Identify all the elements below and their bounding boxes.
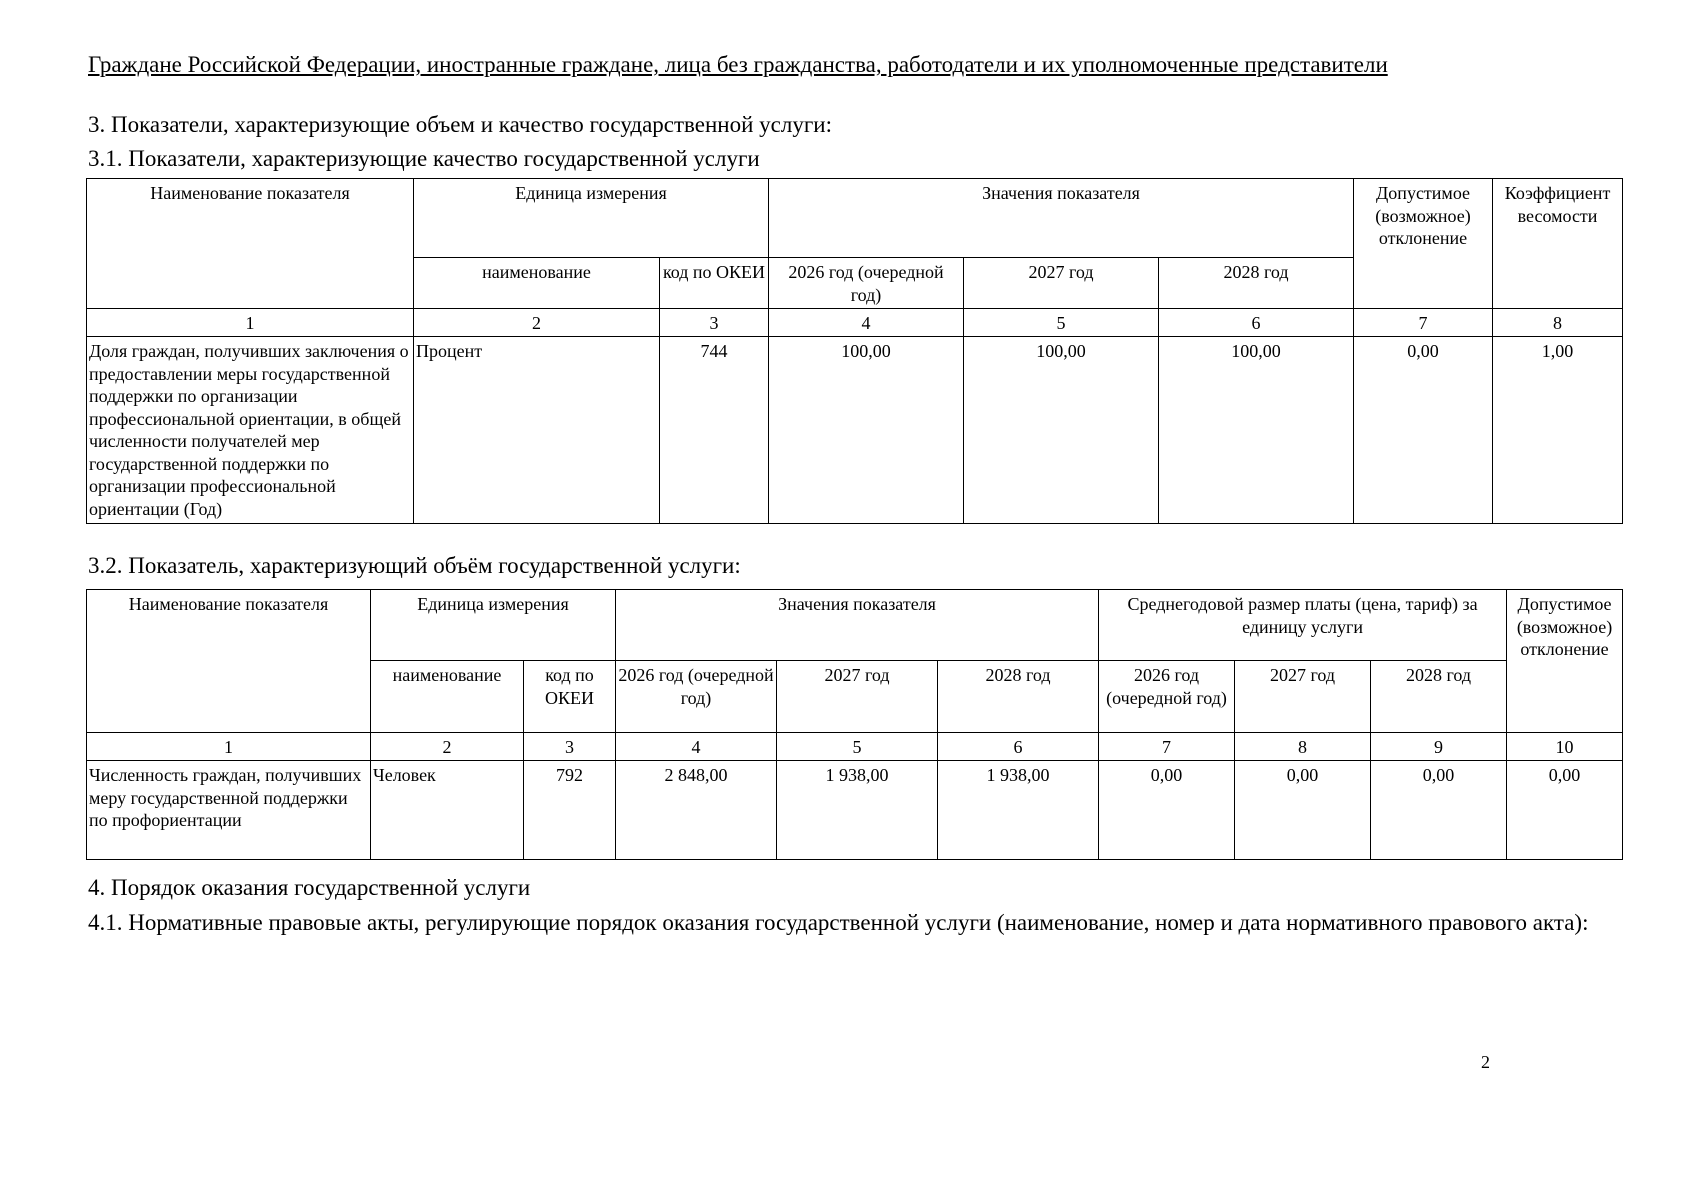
t1-row-indicator-name: Доля граждан, получивших заключения о предоставлении меры государственной поддержки по организации профессиональной ориентации, в общей численности получателей мер государственной поддержки по организации профессиональной ориентации (Год) xyxy=(87,337,414,524)
t1-col-number: 1 xyxy=(87,309,414,337)
section-3-title: 3. Показатели, характеризующие объем и качество государственной услуги: xyxy=(88,112,832,137)
t1-header-year-2027: 2027 год xyxy=(964,258,1159,309)
t2-header-deviation: Допустимое (возможное) отклонение xyxy=(1507,590,1623,733)
t1-header-values: Значения показателя xyxy=(769,179,1354,258)
t1-col-number: 7 xyxy=(1354,309,1493,337)
t1-header-coefficient: Коэффициент весомости xyxy=(1493,179,1623,309)
t2-row-fee-2026: 0,00 xyxy=(1099,761,1235,860)
t1-col-number: 4 xyxy=(769,309,964,337)
t2-row-value-2026: 2 848,00 xyxy=(616,761,777,860)
page-number: 2 xyxy=(1481,1052,1490,1072)
t1-row-unit-name: Процент xyxy=(414,337,660,524)
t2-col-number: 9 xyxy=(1371,733,1507,761)
t2-header-unit-code: код по ОКЕИ xyxy=(524,661,616,733)
t2-row-indicator-name: Численность граждан, получивших меру государственной поддержки по профориентации xyxy=(87,761,371,860)
section-4-1-text: 4.1. Нормативные правовые акты, регулирующие порядок оказания государственной услуги (наименование, номер и дата нормативного правового акта): xyxy=(88,910,1589,935)
section-3-1-title: 3.1. Показатели, характеризующие качество государственной услуги xyxy=(88,146,760,171)
t2-col-number: 8 xyxy=(1235,733,1371,761)
t2-header-fee-2026: 2026 год (очередной год) xyxy=(1099,661,1235,733)
t1-row-value-2028: 100,00 xyxy=(1159,337,1354,524)
t1-col-number: 3 xyxy=(660,309,769,337)
t2-header-unit: Единица измерения xyxy=(371,590,616,661)
section-4-title: 4. Порядок оказания государственной услуги xyxy=(88,875,531,900)
t2-header-values: Значения показателя xyxy=(616,590,1099,661)
quality-indicators-table xyxy=(86,178,1623,524)
t2-col-number: 5 xyxy=(777,733,938,761)
t1-header-year-2026: 2026 год (очередной год) xyxy=(769,258,964,309)
t1-row-unit-code: 744 xyxy=(660,337,769,524)
recipients-line: Граждане Российской Федерации, иностранные граждане, лица без гражданства, работодатели и их уполномоченные представители xyxy=(88,52,1388,77)
t1-col-number: 5 xyxy=(964,309,1159,337)
t2-row-unit-code: 792 xyxy=(524,761,616,860)
t2-col-number: 7 xyxy=(1099,733,1235,761)
volume-indicators-table xyxy=(86,589,1623,860)
t2-header-name: Наименование показателя xyxy=(87,590,371,733)
t2-row-unit-name: Человек xyxy=(371,761,524,860)
t1-col-number: 6 xyxy=(1159,309,1354,337)
t1-row-coefficient: 1,00 xyxy=(1493,337,1623,524)
t1-col-number: 2 xyxy=(414,309,660,337)
t2-col-number: 6 xyxy=(938,733,1099,761)
t2-row-value-2028: 1 938,00 xyxy=(938,761,1099,860)
t2-row-fee-2028: 0,00 xyxy=(1371,761,1507,860)
t1-header-year-2028: 2028 год xyxy=(1159,258,1354,309)
t2-header-unit-name: наименование xyxy=(371,661,524,733)
t2-header-fee-2028: 2028 год xyxy=(1371,661,1507,733)
t1-header-deviation: Допустимое (возможное) отклонение xyxy=(1354,179,1493,309)
t2-col-number: 3 xyxy=(524,733,616,761)
t1-col-number: 8 xyxy=(1493,309,1623,337)
t1-header-unit-name: наименование xyxy=(414,258,660,309)
t2-header-year-2028: 2028 год xyxy=(938,661,1099,733)
t2-row-fee-2027: 0,00 xyxy=(1235,761,1371,860)
t1-header-unit-code: код по ОКЕИ xyxy=(660,258,769,309)
t2-header-fee: Среднегодовой размер платы (цена, тариф) за единицу услуги xyxy=(1099,590,1507,661)
t2-col-number: 1 xyxy=(87,733,371,761)
section-3-2-title: 3.2. Показатель, характеризующий объём государственной услуги: xyxy=(88,553,741,578)
t1-header-name: Наименование показателя xyxy=(87,179,414,309)
t2-row-deviation: 0,00 xyxy=(1507,761,1623,860)
t2-col-number: 4 xyxy=(616,733,777,761)
t2-header-year-2026: 2026 год (очередной год) xyxy=(616,661,777,733)
t2-col-number: 2 xyxy=(371,733,524,761)
t2-col-number: 10 xyxy=(1507,733,1623,761)
t2-header-fee-2027: 2027 год xyxy=(1235,661,1371,733)
t2-header-year-2027: 2027 год xyxy=(777,661,938,733)
t1-row-deviation: 0,00 xyxy=(1354,337,1493,524)
t2-row-value-2027: 1 938,00 xyxy=(777,761,938,860)
t1-row-value-2026: 100,00 xyxy=(769,337,964,524)
t1-row-value-2027: 100,00 xyxy=(964,337,1159,524)
t1-header-unit: Единица измерения xyxy=(414,179,769,258)
